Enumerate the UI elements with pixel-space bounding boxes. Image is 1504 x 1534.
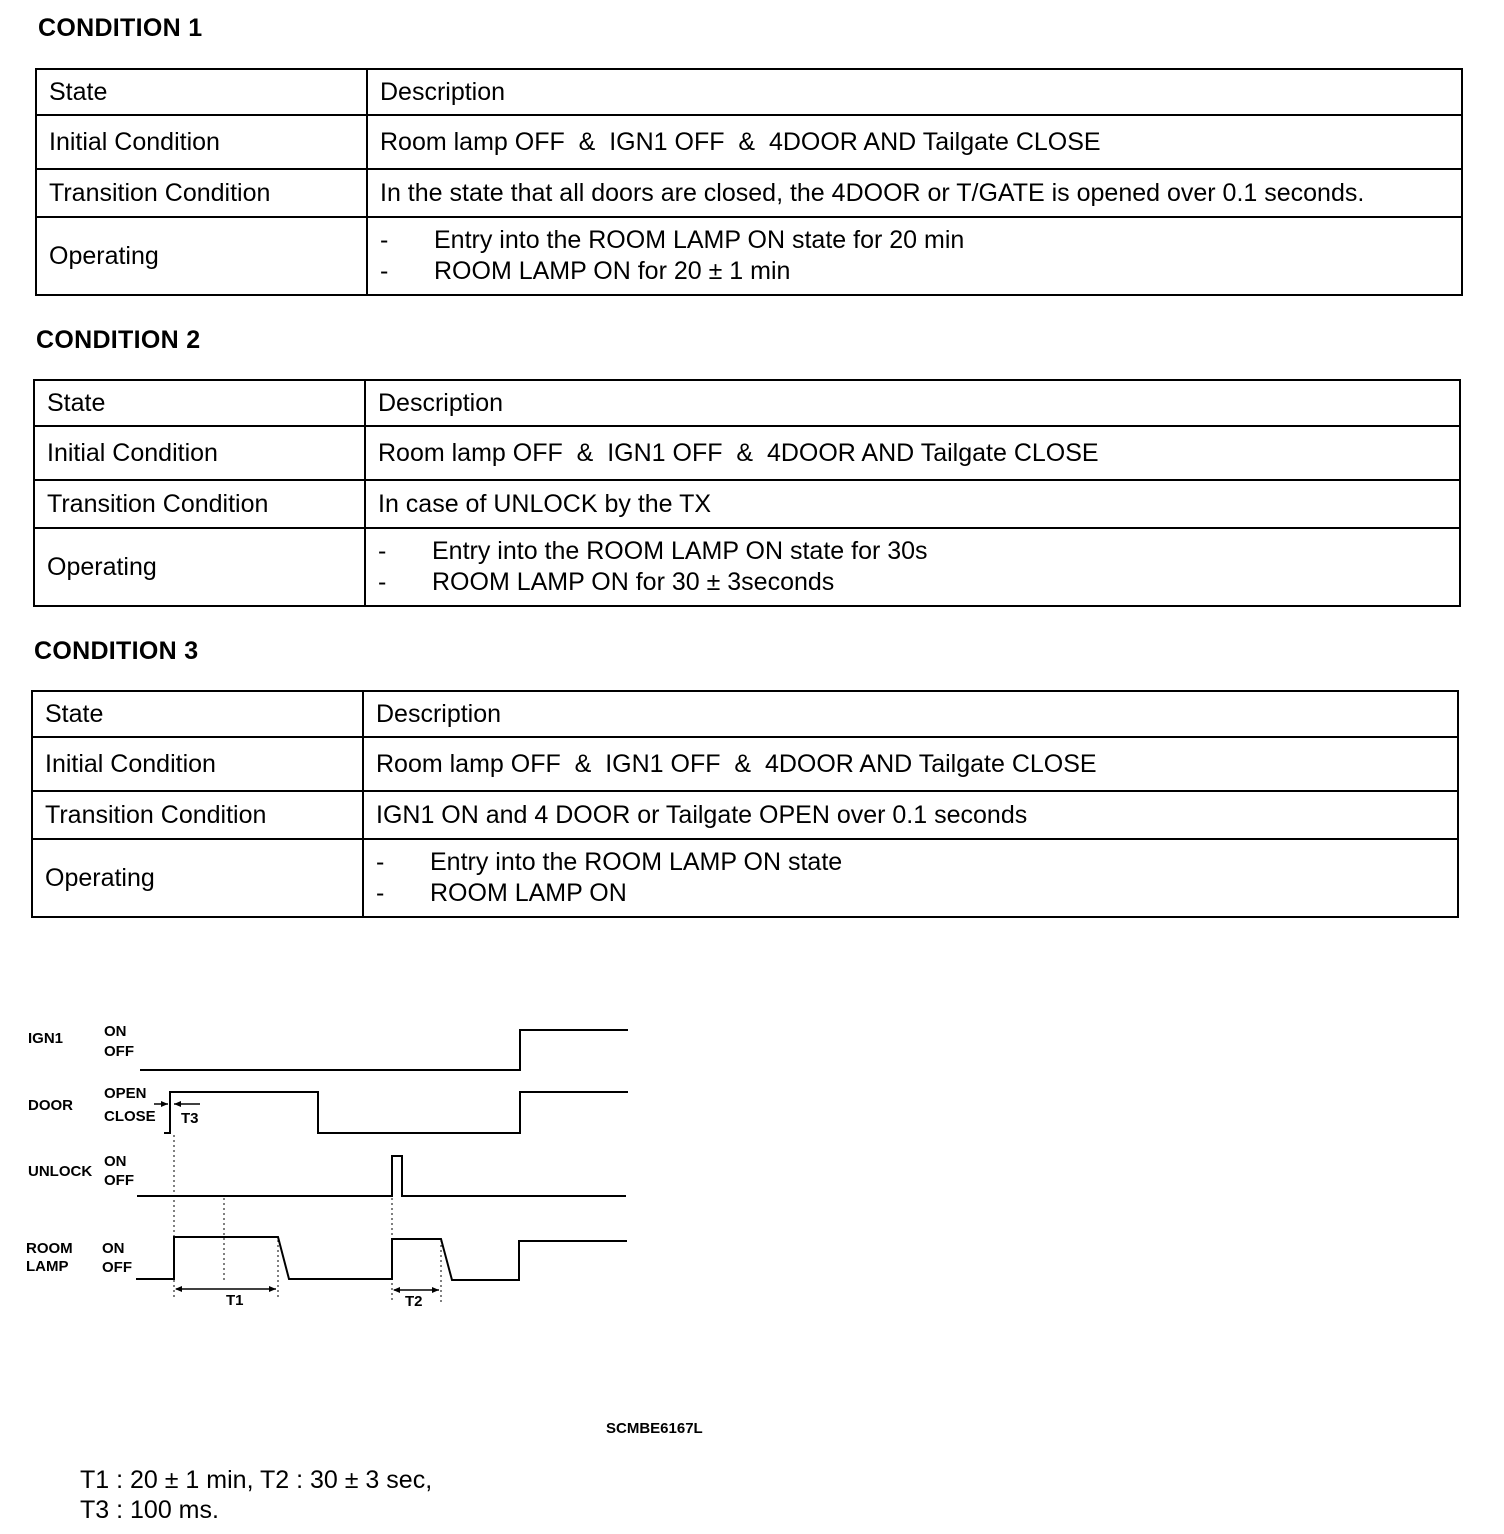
operating-text (365, 528, 1460, 606)
transition-condition-label: Transition Condition (36, 169, 367, 217)
signal-ign1-label: IGN1 (28, 1030, 64, 1047)
t1-label: T1 (226, 1292, 244, 1309)
table-row (36, 169, 1462, 217)
condition-1-table (35, 68, 1463, 296)
door-waveform (164, 1092, 628, 1133)
operating-text (367, 217, 1462, 295)
operating-text (363, 839, 1458, 917)
operating-label: Operating (32, 839, 363, 917)
table-row (36, 115, 1462, 169)
signal-unlock-label: UNLOCK (28, 1163, 93, 1180)
operating-line: - Entry into the ROOM LAMP ON state for 20 min (380, 226, 965, 254)
operating-line: - ROOM LAMP ON for 30 ± 3seconds (378, 568, 835, 596)
unlock-on-label: ON (104, 1153, 127, 1170)
header-description: Description (365, 380, 1460, 426)
operating-line: - Entry into the ROOM LAMP ON state (376, 848, 843, 876)
table-row (32, 691, 1458, 737)
condition-3-title: CONDITION 3 (34, 637, 199, 665)
figure-code: SCMBE6167L (606, 1420, 703, 1437)
signal-door-label: DOOR (28, 1097, 73, 1114)
condition-3-table (31, 690, 1459, 918)
initial-condition-text: Room lamp OFF & IGN1 OFF & 4DOOR AND Tailgate CLOSE (367, 115, 1462, 169)
header-state: State (36, 69, 367, 115)
table-row (36, 217, 1462, 295)
timing-diagram (0, 1010, 660, 1330)
room-lamp-waveform (136, 1237, 627, 1280)
initial-condition-label: Initial Condition (32, 737, 363, 791)
initial-condition-text: Room lamp OFF & IGN1 OFF & 4DOOR AND Tailgate CLOSE (363, 737, 1458, 791)
initial-condition-label: Initial Condition (36, 115, 367, 169)
operating-line: - ROOM LAMP ON for 20 ± 1 min (380, 257, 791, 285)
table-row (34, 528, 1460, 606)
signal-room-label: ROOM (26, 1240, 73, 1257)
condition-2-table (33, 379, 1461, 607)
legend-line-2: T3 : 100 ms. (80, 1496, 219, 1524)
room-off-label: OFF (102, 1259, 132, 1276)
operating-label: Operating (36, 217, 367, 295)
table-row (32, 839, 1458, 917)
transition-condition-text: IGN1 ON and 4 DOOR or Tailgate OPEN over 0.1 seconds (363, 791, 1458, 839)
transition-condition-text: In case of UNLOCK by the TX (365, 480, 1460, 528)
table-row (32, 791, 1458, 839)
operating-label: Operating (34, 528, 365, 606)
operating-line: - ROOM LAMP ON (376, 879, 627, 907)
initial-condition-label: Initial Condition (34, 426, 365, 480)
header-description: Description (363, 691, 1458, 737)
unlock-waveform (137, 1156, 626, 1196)
transition-condition-label: Transition Condition (32, 791, 363, 839)
door-close-label: CLOSE (104, 1108, 156, 1125)
table-row (34, 426, 1460, 480)
header-state: State (32, 691, 363, 737)
ign1-off-label: OFF (104, 1043, 134, 1060)
header-state: State (34, 380, 365, 426)
unlock-off-label: OFF (104, 1172, 134, 1189)
operating-line: - Entry into the ROOM LAMP ON state for 30s (378, 537, 928, 565)
door-open-label: OPEN (104, 1085, 147, 1102)
condition-2-title: CONDITION 2 (36, 326, 201, 354)
t3-label: T3 (181, 1110, 199, 1127)
signal-lamp-label: LAMP (26, 1258, 69, 1275)
ign1-waveform (140, 1030, 628, 1070)
room-on-label: ON (102, 1240, 125, 1257)
transition-condition-label: Transition Condition (34, 480, 365, 528)
condition-1-title: CONDITION 1 (38, 14, 203, 42)
table-row (36, 69, 1462, 115)
legend-line-1: T1 : 20 ± 1 min, T2 : 30 ± 3 sec, (80, 1466, 433, 1494)
header-description: Description (367, 69, 1462, 115)
initial-condition-text: Room lamp OFF & IGN1 OFF & 4DOOR AND Tailgate CLOSE (365, 426, 1460, 480)
table-row (34, 380, 1460, 426)
table-row (32, 737, 1458, 791)
transition-condition-text: In the state that all doors are closed, the 4DOOR or T/GATE is opened over 0.1 seconds. (367, 169, 1462, 217)
table-row (34, 480, 1460, 528)
ign1-on-label: ON (104, 1023, 127, 1040)
t2-label: T2 (405, 1293, 423, 1310)
